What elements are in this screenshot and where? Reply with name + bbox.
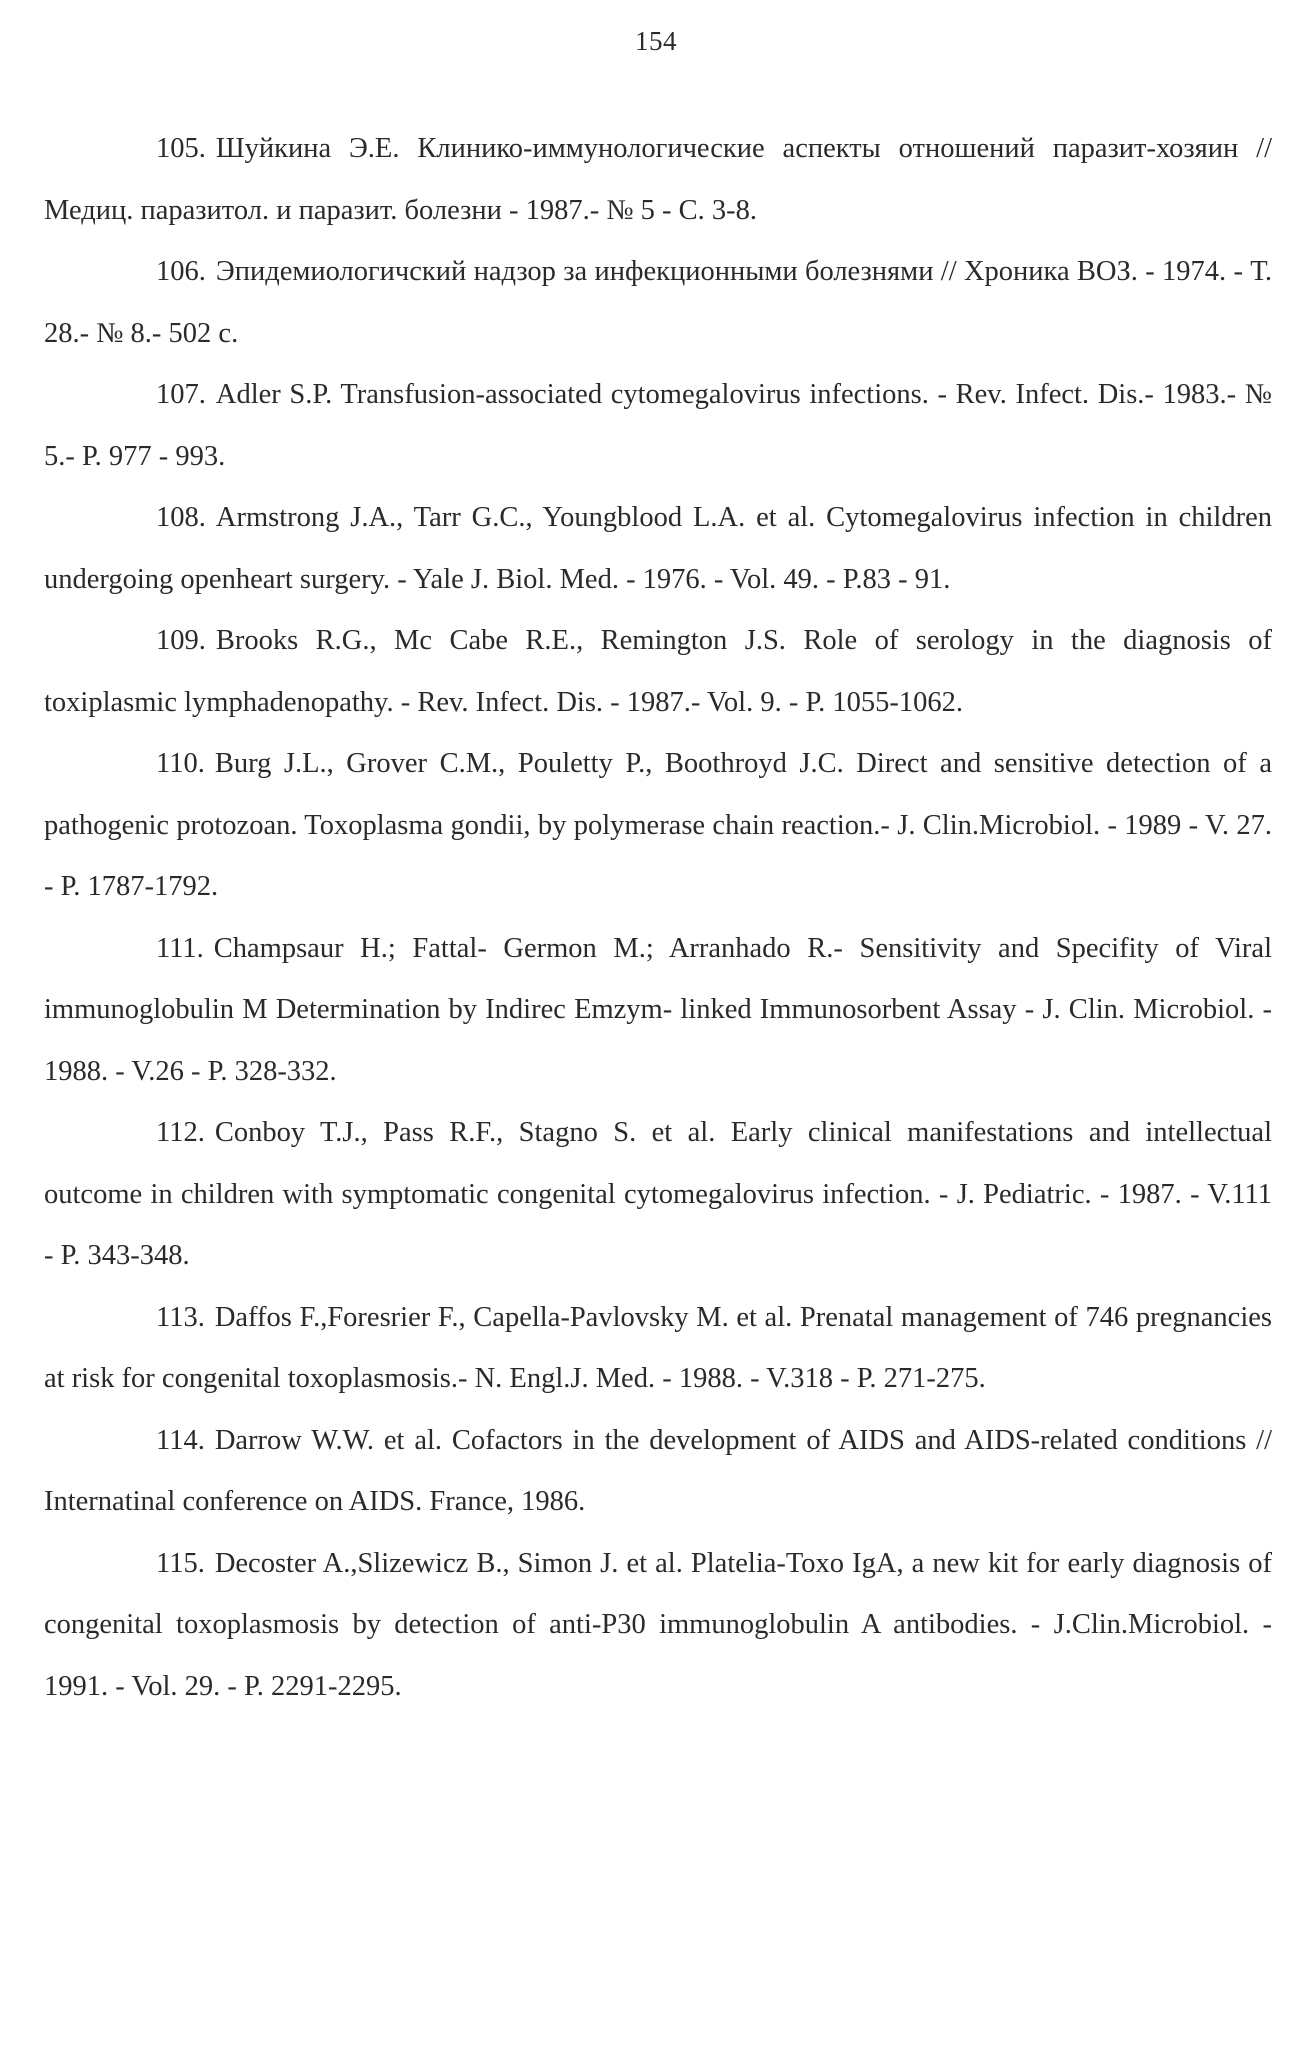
reference-number: 115. (156, 1547, 205, 1579)
page-number: 154 (635, 26, 677, 56)
reference-item (44, 1533, 1272, 1718)
reference-text: Эпидемиологичский надзор за инфекционными болезнями // Хроника ВОЗ. - 1974. - Т. 28.- № 8.- 502 с. (44, 256, 1272, 349)
reference-number: 114. (156, 1424, 205, 1456)
reference-item (44, 364, 1272, 487)
reference-text: Daffos F.,Foresrier F., Capella-Pavlovsky M. et al. Prenatal management of 746 pregnancies at risk for congenital toxoplasmosis.- N. Engl.J. Med. - 1988. - V.318 - P. 271-275. (44, 1301, 1272, 1394)
reference-text: Adler S.P. Transfusion-associated cytomegalovirus infections. - Rev. Infect. Dis.- 1983.- № 5.- P. 977 - 993. (44, 379, 1272, 472)
reference-number: 108. (156, 502, 206, 533)
reference-text: Champsaur H.; Fattal- Germon M.; Arranhado R.- Sensitivity and Specifity of Viral immunoglobulin M Determination by Indirec Emzym- linked Immunosorbent Assay - J. Clin. Microbiol. - 1988. - V.26 - P. 328-332. (44, 932, 1272, 1087)
reference-item (44, 1287, 1272, 1410)
reference-text: Armstrong J.A., Tarr G.C., Youngblood L.A. et al. Cytomegalovirus infection in children undergoing openheart surgery. - Yale J. Biol. Med. - 1976. - Vol. 49. - P.83 - 91. (44, 502, 1272, 595)
reference-number: 106. (156, 256, 206, 287)
reference-item (44, 1410, 1272, 1533)
reference-item (44, 918, 1272, 1103)
reference-item (44, 487, 1272, 610)
reference-number: 107. (156, 379, 206, 410)
reference-text: Шуйкина Э.Е. Клинико-иммунологические аспекты отношений паразит-хозяин // Медиц. паразитол. и паразит. болезни - 1987.- № 5 - С. 3-8. (44, 133, 1272, 226)
reference-number: 109. (156, 625, 206, 656)
reference-item (44, 118, 1272, 241)
reference-list (44, 118, 1272, 1717)
reference-item (44, 1102, 1272, 1287)
reference-item (44, 733, 1272, 918)
reference-number: 111. (156, 932, 204, 964)
reference-text: Burg J.L., Grover C.M., Pouletty P., Boothroyd J.C. Direct and sensitive detection of a pathogenic protozoan. Toxoplasma gondii, by polymerase chain reaction.- J. Clin.Microbiol. - 1989 - V. 27. - P. 1787-1792. (44, 748, 1272, 902)
reference-text: Conboy T.J., Pass R.F., Stagno S. et al. Early clinical manifestations and intellectual outcome in children with symptomatic congenital cytomegalovirus infection. - J. Pediatric. - 1987. - V.111 - P. 343-348. (44, 1117, 1272, 1271)
reference-number: 110. (156, 748, 205, 779)
reference-text: Darrow W.W. et al. Cofactors in the development of AIDS and AIDS-related conditions // Internatinal conference on AIDS. France, 1986. (44, 1424, 1272, 1517)
reference-number: 113. (156, 1301, 205, 1333)
reference-item (44, 241, 1272, 364)
reference-number: 112. (156, 1117, 205, 1148)
reference-text: Decoster A.,Slizewicz B., Simon J. et al. Platelia-Toxo IgA, a new kit for early diagnosis of congenital toxoplasmosis by detection of anti-P30 immunoglobulin A antibodies. - J.Clin.Microbiol. - 1991. - Vol. 29. - P. 2291-2295. (44, 1547, 1272, 1702)
reference-item (44, 610, 1272, 733)
reference-text: Brooks R.G., Mc Cabe R.E., Remington J.S. Role of serology in the diagnosis of toxiplasmic lymphadenopathy. - Rev. Infect. Dis. - 1987.- Vol. 9. - P. 1055-1062. (44, 625, 1272, 718)
reference-number: 105. (156, 133, 206, 164)
